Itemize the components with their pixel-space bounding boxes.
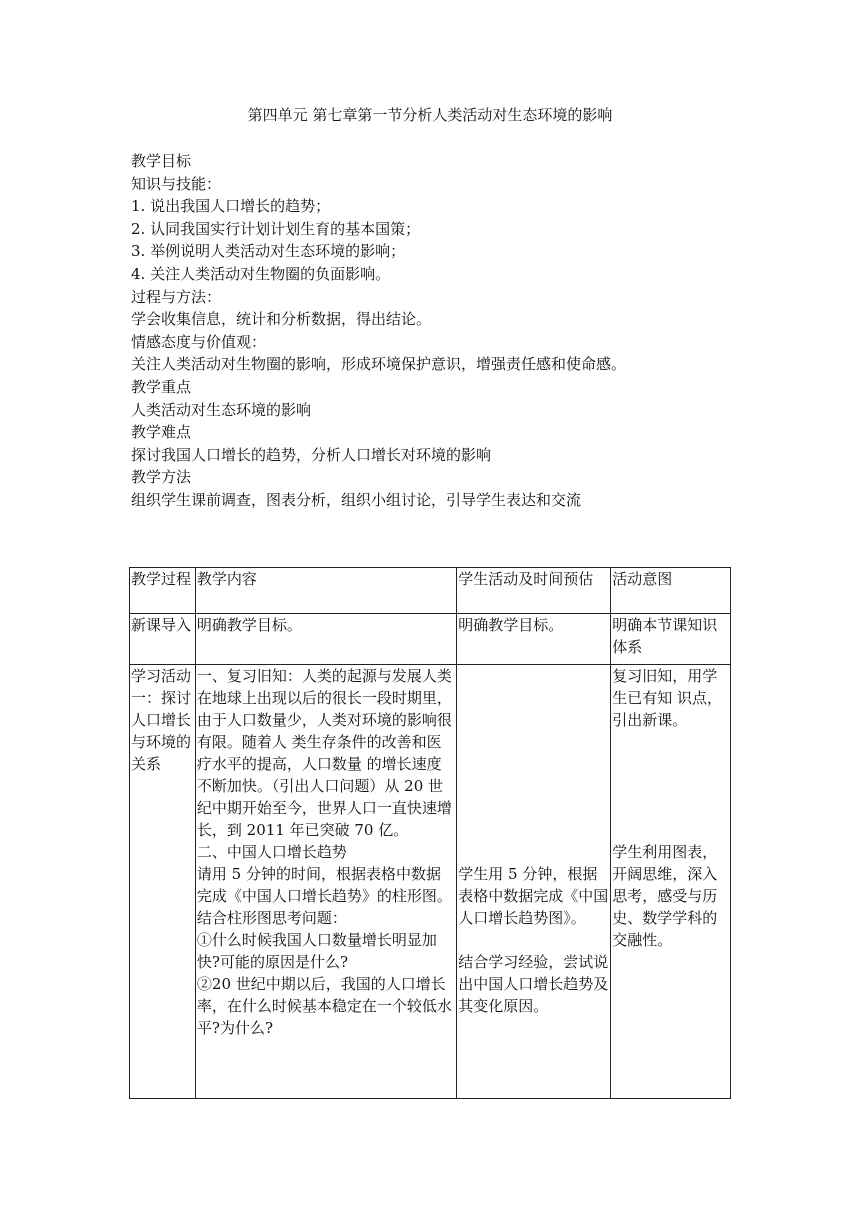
table-row: [130, 665, 731, 1099]
paragraph: 关注人类活动对生物圈的影响，形成环境保护意识，增强责任感和使命感。: [131, 355, 627, 374]
paragraph: 组织学生课前调查，图表分析，组织小组讨论，引导学生表达和交流: [131, 490, 582, 509]
objective-item: 3. 举例说明人类活动对生态环境的影响；: [131, 242, 406, 261]
section-heading: 教学难点: [131, 423, 192, 442]
table-cell: [611, 665, 731, 1099]
section-heading: 教学目标: [131, 152, 192, 170]
table-cell: 新课导入: [130, 614, 196, 665]
cell-paragraph: 请用 5 分钟的时间，根据表格中数据完成《中国人口增长趋势》的柱形图。: [196, 865, 452, 905]
paragraph: 人类活动对生态环境的影响: [131, 400, 312, 419]
header-cell: 教学内容: [195, 568, 456, 614]
cell-paragraph: 一、复习旧知：人类的起源与发展人类在地球上出现以后的很长一段时期里，由于人口数量少，人类对环境的影响很有限。随着人 类生存条件的改善和医疗水平的提高，人口数量 的增长速度不断加快。（引出人口问题）从 20 世纪中期开始至今，世界人口一直快速增长，到 2011 年已突破 70 亿。: [196, 667, 452, 839]
header-cell: 活动意图: [611, 568, 731, 614]
cell-paragraph: ②20 世纪中期以后，我国的人口增长率，在什么时候基本稳定在一个较低水平?为什么?: [196, 975, 452, 1037]
section-heading: 教学方法: [131, 468, 192, 487]
header-cell: 教学过程: [130, 568, 196, 614]
table-header-row: [130, 568, 731, 614]
table-row: [130, 614, 731, 665]
cell-paragraph: 二、中国人口增长趋势: [196, 843, 347, 861]
cell-paragraph: 复习旧知，用学生已有知 识点，引出新课。: [612, 667, 723, 729]
table-cell: 明确教学目标。: [195, 614, 456, 665]
subheading: 知识与技能：: [131, 174, 222, 193]
cell-paragraph: 学生用 5 分钟，根据表格中数据完成《中国人口增长趋势图》。: [458, 865, 609, 927]
table-cell: [457, 665, 611, 1099]
cell-paragraph: 结合柱形图思考问题：: [196, 909, 347, 927]
objective-item: 1. 说出我国人口增长的趋势；: [131, 197, 331, 216]
section-heading: 教学重点: [131, 377, 192, 396]
cell-paragraph: ①什么时候我国人口数量增长明显加快?可能的原因是什么?: [196, 931, 437, 971]
objective-item: 2. 认同我国实行计划计划生育的基本国策；: [131, 219, 421, 238]
cell-paragraph: 结合学习经验，尝试说出中国人口增长趋势及其变化原因。: [458, 953, 609, 1015]
document-title: 第四单元 第七章第一节分析人类活动对生态环境的影响: [247, 106, 613, 124]
paragraph: 探讨我国人口增长的趋势，分析人口增长对环境的影响: [131, 445, 492, 464]
lesson-plan-text: [131, 150, 751, 512]
cell-paragraph: 学生利用图表，开阔思维，深入思考，感受与历史、数学学科的交融性。: [612, 843, 718, 949]
subheading: 情感态度与价值观：: [131, 332, 267, 351]
objective-item: 4. 关注人类活动对生物圈的负面影响。: [131, 264, 391, 283]
paragraph: 学会收集信息，统计和分析数据，得出结论。: [131, 310, 432, 329]
table-cell: [195, 665, 456, 1099]
header-cell: 学生活动及时间预估: [457, 568, 611, 614]
subheading: 过程与方法：: [131, 287, 222, 306]
lesson-table-frame: [129, 567, 731, 1102]
lesson-table: [129, 567, 731, 1099]
table-cell: 明确教学目标。: [457, 614, 611, 665]
table-cell: 学习活动一：探讨人口增长与环境的关系: [130, 665, 196, 1099]
table-cell: 明确本节课知识体系: [611, 614, 731, 665]
